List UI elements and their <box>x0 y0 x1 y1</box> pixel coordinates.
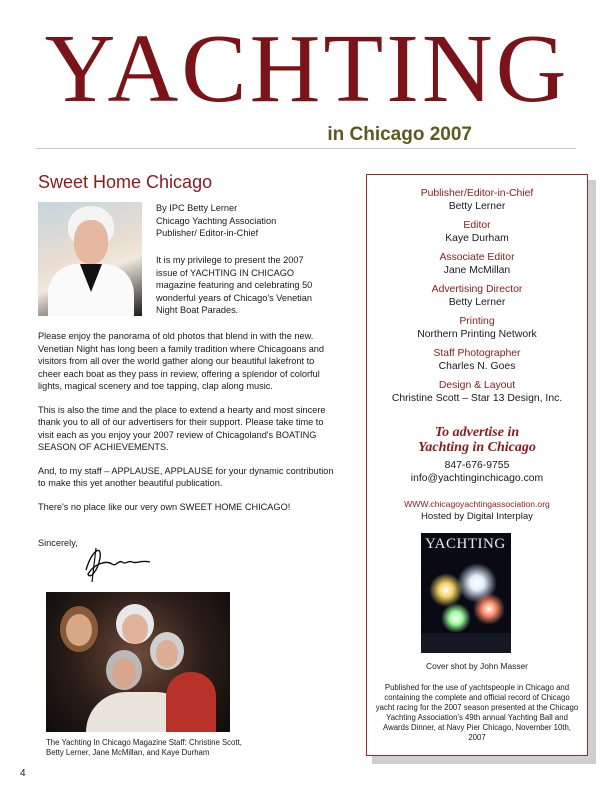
credit-role: Editor <box>463 220 491 231</box>
signature-image <box>78 540 158 584</box>
staff-box <box>366 174 588 756</box>
publication-note: Published for the use of yachtspeople in Chicago and containing the complete and official record of Chicago yacht racing for the 2007 season presented at the Chicago Yachting Association's 49th annual Yachting Ball and Awards Dinner, at Navy Pier Chicago, November 10th, 2007 <box>375 683 579 742</box>
credit-role: Publisher/Editor-in-Chief <box>420 188 534 199</box>
article-intro: It is my privilege to present the 2007 issue of YACHTING IN CHICAGO magazine featuring and celebrating 50 wonderful years of Chicago's Venetian Night Boat Parades. <box>156 255 313 315</box>
staff-photo <box>46 592 230 732</box>
magazine-cover-image <box>421 533 511 653</box>
credit-role: Staff Photographer <box>433 348 521 359</box>
advertise-callout <box>367 425 587 455</box>
article-headline: Sweet Home Chicago <box>38 172 213 192</box>
advertise-line: Yachting in Chicago <box>418 440 536 455</box>
credit-role: Advertising Director <box>431 284 523 295</box>
closing-salutation: Sincerely, <box>38 538 78 548</box>
body-paragraph: There's no place like our very own SWEET HOME CHICAGO! <box>38 501 291 512</box>
masthead-title: YACHTING <box>44 15 570 123</box>
article-body <box>38 330 334 524</box>
byline-author: By IPC Betty Lerner <box>156 203 238 213</box>
credit-name: Northern Printing Network <box>417 329 537 340</box>
advertise-line: To advertise in <box>434 425 520 440</box>
body-paragraph: Please enjoy the panorama of old photos that blend in with the new. Venetian Night has long been a family tradition where Chicagoans and visitors from all over the world gather along our beautiful lakefront to cheer each boat as they pass in review, offering a splendor of colorful lights, magical scenery and toe tapping, clap along music. <box>38 331 325 391</box>
article-byline <box>156 202 326 240</box>
contact-phone: 847-676-9755 <box>444 460 510 471</box>
credit-name: Jane McMillan <box>443 265 511 276</box>
page-number: 4 <box>20 768 26 779</box>
credit-entry <box>367 219 587 245</box>
credit-entry <box>367 251 587 277</box>
credit-name: Christine Scott – Star 13 Design, Inc. <box>391 393 563 404</box>
credit-entry <box>367 379 587 405</box>
body-paragraph: And, to my staff – APPLAUSE, APPLAUSE for your dynamic contribution to make this yet another beautiful publication. <box>38 465 334 488</box>
credit-role: Printing <box>459 316 495 327</box>
website-link[interactable]: WWW.chicagoyachtingassociation.org <box>404 499 550 509</box>
hosting-credit: Hosted by Digital Interplay <box>421 511 533 522</box>
masthead-subtitle: in Chicago 2007 <box>327 124 472 145</box>
credit-entry <box>367 315 587 341</box>
credit-name: Betty Lerner <box>448 297 506 308</box>
credit-name: Kaye Durham <box>445 233 509 244</box>
credit-entry <box>367 187 587 213</box>
contact-info <box>367 459 587 485</box>
credit-entry <box>367 347 587 373</box>
credit-role: Associate Editor <box>439 252 515 263</box>
author-portrait <box>38 202 142 316</box>
credit-role: Design & Layout <box>438 380 516 391</box>
photo-caption: The Yachting In Chicago Magazine Staff: Christine Scott, Betty Lerner, Jane McMillan, and Kaye Durham <box>46 738 242 757</box>
credit-name: Charles N. Goes <box>438 361 516 372</box>
byline-organization: Chicago Yachting Association <box>156 215 277 226</box>
cover-credit: Cover shot by John Masser <box>426 661 528 671</box>
byline-title: Publisher/ Editor-in-Chief <box>156 228 259 238</box>
body-paragraph: This is also the time and the place to extend a hearty and most sincere thank you to all of our advertisers for their support. Please take time to visit each as you enjoy your 2007 review of Chicagoland's BOATING SEASON OF ACHIEVEMENTS. <box>38 404 326 452</box>
contact-email[interactable]: info@yachtinginchicago.com <box>410 473 544 484</box>
staff-credits <box>367 187 587 411</box>
cover-title: YACHTING <box>425 536 506 552</box>
credit-entry <box>367 283 587 309</box>
credit-name: Betty Lerner <box>448 201 506 212</box>
header-divider <box>36 148 576 149</box>
